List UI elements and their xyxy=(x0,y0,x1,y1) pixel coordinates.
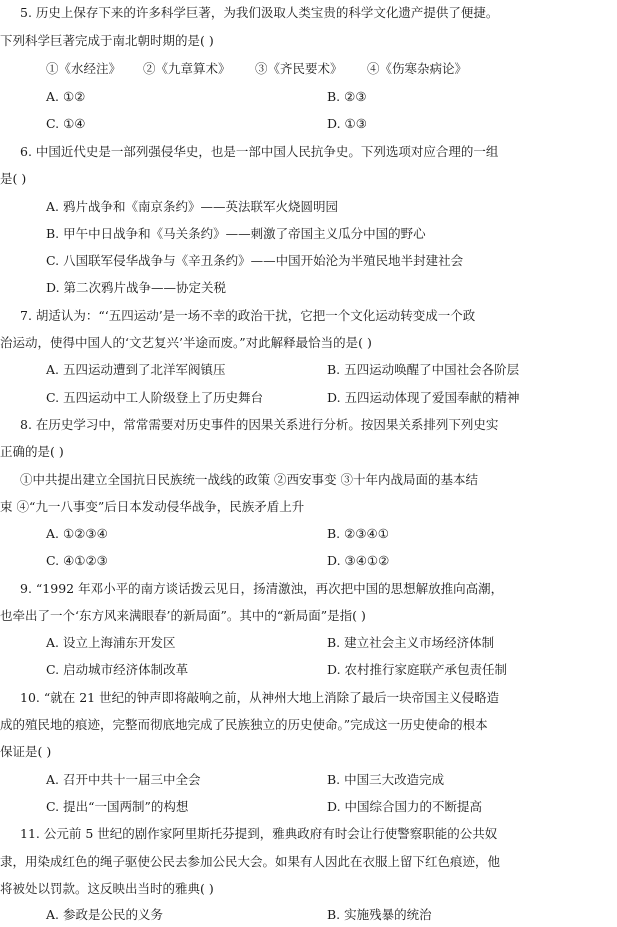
question-7-options-row-1 xyxy=(0,361,617,379)
question-10-options-row-2 xyxy=(0,798,617,816)
question-8-option-b: B. ②③④① xyxy=(327,526,389,541)
question-6-option-a: A. 鸦片战争和《南京条约》——英法联军火烧圆明园 xyxy=(46,199,338,214)
question-8-stem-line-2: 正确的是( ) xyxy=(0,444,64,459)
question-6-option-d: D. 第二次鸦片战争——协定关税 xyxy=(46,280,227,295)
question-9-option-d: D. 农村推行家庭联产承包责任制 xyxy=(327,662,508,677)
question-9-option-a: A. 设立上海浦东开发区 xyxy=(46,635,176,650)
question-10-stem-line-1: 10. “就在 21 世纪的钟声即将敲响之前，从神州大地上消除了最后一块帝国主义侵略造 xyxy=(20,690,500,705)
question-8-option-d: D. ③④①② xyxy=(327,553,390,568)
question-5-item-1: ①《水经注》 xyxy=(46,61,122,76)
question-5-options-row-1 xyxy=(0,88,617,106)
question-6-stem-line-2: 是( ) xyxy=(0,171,27,186)
question-7-options-row-2 xyxy=(0,389,617,407)
question-9-options-row-2 xyxy=(0,661,617,679)
question-5-item-3: ③《齐民要术》 xyxy=(255,61,343,76)
question-6-option-c-line xyxy=(0,252,617,270)
question-10-options-row-1 xyxy=(0,771,617,789)
question-6-option-c: C. 八国联军侵华战争与《辛丑条约》——中国开始沦为半殖民地半封建社会 xyxy=(46,253,464,268)
question-7-option-b: B. 五四运动唤醒了中国社会各阶层 xyxy=(327,362,520,377)
question-5-options-row-2 xyxy=(0,115,617,133)
question-5-option-b: B. ②③ xyxy=(327,89,367,104)
question-5-stem-line-1: 5. 历史上保存下来的许多科学巨著，为我们汲取人类宝贵的科学文化遗产提供了便捷。 xyxy=(20,5,499,20)
question-11-stem-line-2: 隶，用染成红色的绳子驱使公民去参加公民大会。如果有人因此在衣服上留下红色痕迹，他 xyxy=(0,854,501,869)
question-5-items xyxy=(0,60,617,78)
question-6-stem-line-1: 6. 中国近代史是一部列强侵华史，也是一部中国人民抗争史。下列选项对应合理的一组 xyxy=(20,144,499,159)
question-11-stem-line-3: 将被处以罚款。这反映出当时的雅典( ) xyxy=(0,881,214,896)
question-5-option-d: D. ①③ xyxy=(327,116,367,131)
question-10-option-a: A. 召开中共十一届三中全会 xyxy=(46,772,201,787)
question-6-option-b-line xyxy=(0,225,617,243)
question-7-option-a: A. 五四运动遭到了北洋军阀镇压 xyxy=(46,362,226,377)
question-11-options-row-1 xyxy=(0,906,617,924)
question-11-option-a: A. 参政是公民的义务 xyxy=(46,907,163,922)
question-5-stem-line-2: 下列科学巨著完成于南北朝时期的是( ) xyxy=(0,33,214,48)
question-5-option-c: C. ①④ xyxy=(46,116,86,131)
question-8-options-row-1 xyxy=(0,525,617,543)
question-8-stem-line-1: 8. 在历史学习中，常常需要对历史事件的因果关系进行分析。按因果关系排列下列史实 xyxy=(20,417,499,432)
question-9-stem-line-1: 9. “1992 年邓小平的南方谈话拨云见日，扬清激浊，再次把中国的思想解放推向高潮， xyxy=(20,581,504,596)
question-7-option-d: D. 五四运动体现了爱国奉献的精神 xyxy=(327,390,520,405)
question-10-stem-line-3: 保证是( ) xyxy=(0,744,52,759)
question-9-option-c: C. 启动城市经济体制改革 xyxy=(46,662,189,677)
question-8-items-line-2: 束 ④“九一八事变”后日本发动侵华战争，民族矛盾上升 xyxy=(0,499,305,514)
question-8-option-a: A. ①②③④ xyxy=(46,526,108,541)
question-5-item-4: ④《伤寒杂病论》 xyxy=(367,61,468,76)
question-9-stem-line-2: 也牵出了一个‘东方风来满眼春’的新局面”。其中的“新局面”是指( ) xyxy=(0,608,366,623)
question-8-option-c: C. ④①②③ xyxy=(46,553,108,568)
question-8-options-row-2 xyxy=(0,552,617,570)
question-9-option-b: B. 建立社会主义市场经济体制 xyxy=(327,635,495,650)
question-7-option-c: C. 五四运动中工人阶级登上了历史舞台 xyxy=(46,390,264,405)
question-7-stem-line-2: 治运动，使得中国人的‘文艺复兴’半途而废。”对此解释最恰当的是( ) xyxy=(0,335,372,350)
question-10-option-b: B. 中国三大改造完成 xyxy=(327,772,445,787)
question-6-option-d-line xyxy=(0,279,617,297)
question-8-items-line-1: ①中共提出建立全国抗日民族统一战线的政策 ②西安事变 ③十年内战局面的基本结 xyxy=(20,472,478,487)
question-7-stem-line-1: 7. 胡适认为：“‘五四运动’是一场不幸的政治干扰，它把一个文化运动转变成一个政 xyxy=(20,308,476,323)
question-5-option-a: A. ①② xyxy=(46,89,86,104)
question-6-option-b: B. 甲午中日战争和《马关条约》——刺激了帝国主义瓜分中国的野心 xyxy=(46,226,426,241)
question-10-option-c: C. 提出“一国两制”的构想 xyxy=(46,799,189,814)
question-10-option-d: D. 中国综合国力的不断提高 xyxy=(327,799,483,814)
question-10-stem-line-2: 成的殖民地的痕迹，完整而彻底地完成了民族独立的历史使命。”完成这一历史使命的根本 xyxy=(0,717,488,732)
question-6-option-a-line xyxy=(0,198,617,216)
question-11-option-b: B. 实施残暴的统治 xyxy=(327,907,432,922)
question-5-item-2: ②《九章算术》 xyxy=(143,61,231,76)
question-9-options-row-1 xyxy=(0,634,617,652)
question-11-stem-line-1: 11. 公元前 5 世纪的剧作家阿里斯托芬提到，雅典政府有时会让行使警察职能的公共奴 xyxy=(20,826,498,841)
